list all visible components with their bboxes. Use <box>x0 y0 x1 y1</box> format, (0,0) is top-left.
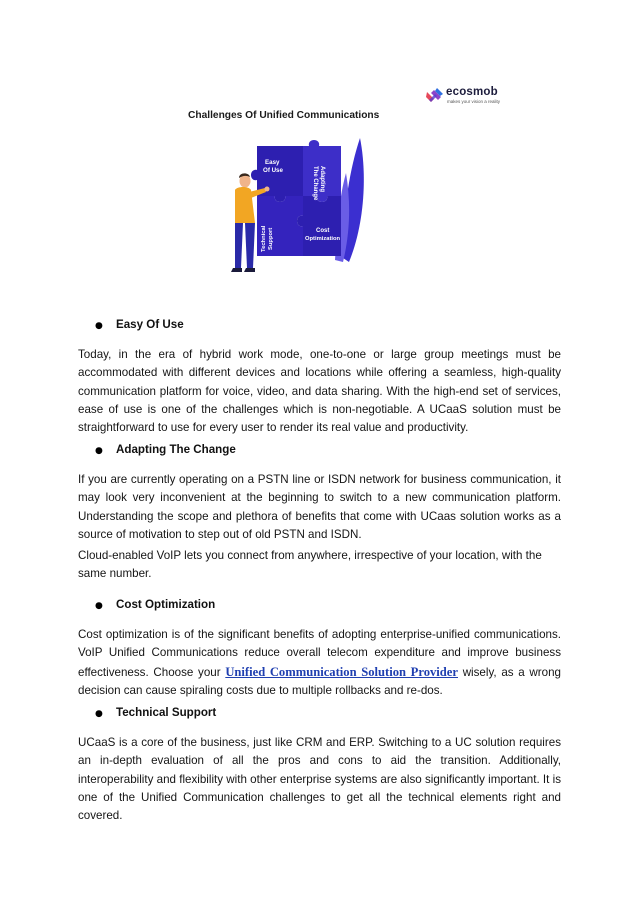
section-heading-adapting-the-change: Adapting The Change <box>116 443 236 456</box>
paragraph-cost-optimization <box>78 626 561 700</box>
paragraph-easy-of-use: Today, in the era of hybrid work mode, one-to-one or large group meetings must be accommodated with different devices and locations while offering a seamless, high-quality communication platform for voice, video, and data sharing. With the high-end set of services, ease of use is one of the challenges which is non-negotiable. A UCaaS solution must be straightforward to use for every user to render its real value and productivity. <box>78 348 561 435</box>
puzzle-piece-cost-optimization <box>297 196 341 256</box>
piece-label-technical: Technical <box>261 225 267 252</box>
bullet-easy-of-use: ● <box>95 321 103 331</box>
section-heading-technical-support: Technical Support <box>116 706 217 719</box>
section-heading-easy-of-use: Easy Of Use <box>116 318 184 331</box>
paragraph-adapting-the-change: If you are currently operating on a PSTN line or ISDN network for business communication, it may look very inconvenient at the beginning to switch to a new communication platform. Understanding the scope and plethora of benefits that come with UCaas solution works as a source of motivation to step out of old PSTN and ISDN. <box>78 473 561 541</box>
logo-tagline: makes your vision a reality <box>447 99 501 104</box>
piece-label-optimization: Optimization <box>305 236 341 242</box>
piece-label-easy: Easy <box>265 159 280 166</box>
ecosmob-logo <box>425 86 535 108</box>
unified-communication-provider-link[interactable]: Unified Communication Solution Provider <box>225 664 458 679</box>
paragraph-cloud-voip: Cloud-enabled VoIP lets you connect from anywhere, irrespective of your location, with the same number. <box>78 549 542 581</box>
bullet-cost-optimization: ● <box>95 601 103 611</box>
ecosmob-logo-icon <box>425 86 445 106</box>
piece-label-the-change: The Change <box>312 166 318 201</box>
paragraph-cost-optimization-text-1: Cost optimization is of the significant benefits of adopting enterprise-unified communications. VoIP Unified Communications reduce overall telecom expenditure and improve business effectiveness. Choose your <box>78 628 561 679</box>
piece-label-of-use: Of Use <box>263 167 283 174</box>
paragraph-cost-optimization-text-2: wisely, as a wrong decision can cause spiraling costs due to multiple rollbacks and re-dos. <box>78 665 561 697</box>
paragraph-technical-support: UCaaS is a core of the business, just like CRM and ERP. Switching to a UC solution requires an in-depth evaluation of all the pros and cons to aid the transition. Additionally, interoperability and flexibility with other enterprise systems are also significantly important. It is one of the Unified Communication challenges to get all the technical elements right and covered. <box>78 736 561 823</box>
figure-title: Challenges Of Unified Communications <box>188 110 380 121</box>
piece-label-cost: Cost <box>316 228 330 234</box>
bullet-adapting-the-change: ● <box>95 446 103 456</box>
section-heading-cost-optimization: Cost Optimization <box>116 598 216 611</box>
puzzle-illustration <box>215 128 365 278</box>
bullet-technical-support: ● <box>95 709 103 719</box>
piece-label-adapting: Adapting <box>319 166 325 192</box>
piece-label-support: Support <box>268 227 274 250</box>
logo-wordmark: ecosmob <box>446 86 498 98</box>
